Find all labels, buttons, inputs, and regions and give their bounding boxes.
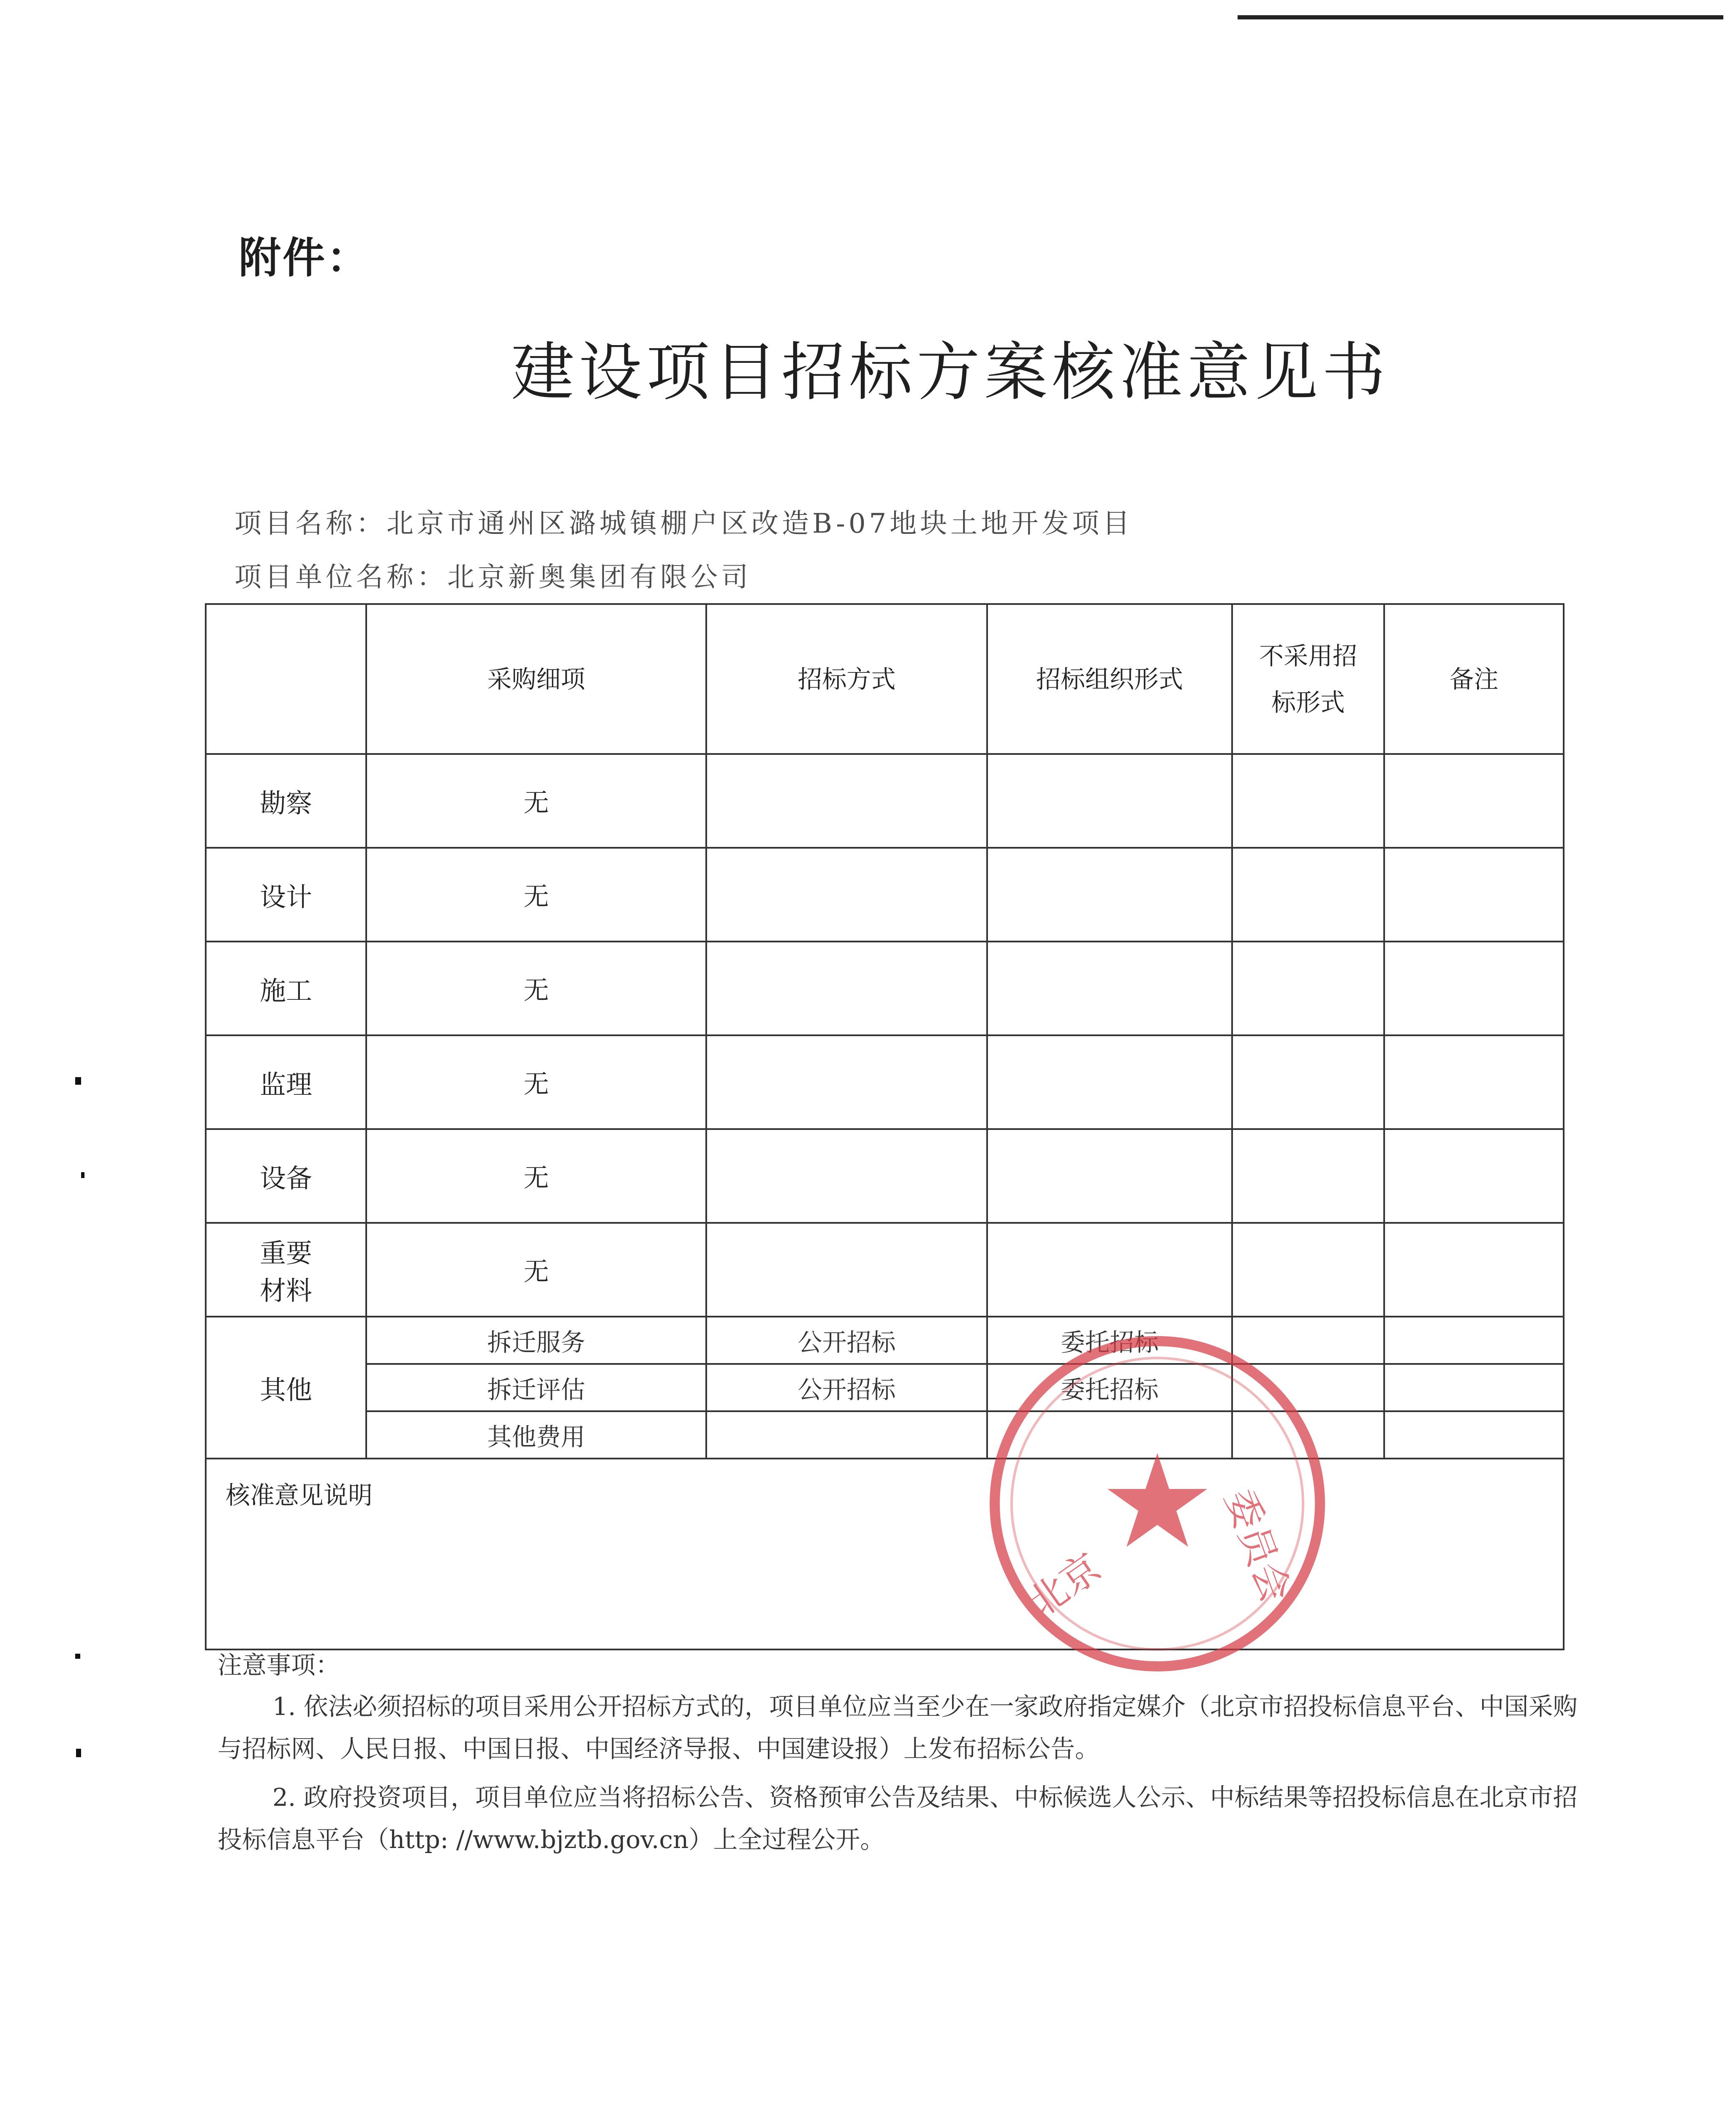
header-non-bid-form-line2: 标形式 — [1271, 688, 1345, 717]
row-item-value: 无 — [366, 848, 706, 942]
official-seal — [980, 1326, 1335, 1681]
row-label-construction: 施工 — [206, 942, 366, 1035]
attachment-label: 附件： — [239, 233, 370, 283]
other-method: 公开招标 — [706, 1364, 987, 1411]
table-header-row — [206, 604, 1564, 754]
other-item: 拆迁评估 — [366, 1364, 706, 1411]
document-title: 建设项目招标方案核准意见书 — [511, 336, 1390, 409]
row-item-value: 无 — [366, 1129, 706, 1223]
table-row — [206, 848, 1564, 942]
table-row — [206, 1364, 1564, 1411]
row-label-key-materials: 重要 材料 — [206, 1223, 366, 1317]
scan-speck — [81, 1172, 84, 1178]
header-non-bid-form — [1232, 604, 1384, 754]
table-row — [206, 1035, 1564, 1129]
note-item-1: 1. 依法必须招标的项目采用公开招标方式的，项目单位应当至少在一家政府指定媒介（北京市招投标信息平台、中国采购与招标网、人民日报、中国日报、中国经济导报、中国建设报）上发布招标公告。 — [218, 1692, 1578, 1763]
row-label-other: 其他 — [206, 1317, 366, 1459]
header-remarks: 备注 — [1384, 604, 1564, 754]
other-item: 其他费用 — [366, 1411, 706, 1459]
header-non-bid-form-line1: 不采用招 — [1259, 641, 1357, 670]
table-row — [206, 754, 1564, 848]
other-method — [706, 1411, 987, 1459]
bidding-plan-table — [205, 603, 1565, 1650]
row-item-value: 无 — [366, 1223, 706, 1317]
row-label-equipment: 设备 — [206, 1129, 366, 1223]
opinion-row — [206, 1459, 1564, 1649]
row-label-design: 设计 — [206, 848, 366, 942]
table-row — [206, 942, 1564, 1035]
scan-speck — [75, 1654, 80, 1659]
notes-title: 注意事项： — [218, 1651, 340, 1679]
seal-text-left: 北京 — [1019, 1544, 1109, 1626]
project-name-value: 北京市通州区潞城镇棚户区改造B-07地块土地开发项目 — [386, 508, 1133, 539]
header-blank-cell — [206, 604, 366, 754]
row-label-survey: 勘察 — [206, 754, 366, 848]
header-bid-organization: 招标组织形式 — [987, 604, 1232, 754]
project-unit-label: 项目单位名称： — [234, 562, 447, 593]
row-label-supervision: 监理 — [206, 1035, 366, 1129]
header-bid-method: 招标方式 — [706, 604, 987, 754]
project-unit-value: 北京新奥集团有限公司 — [447, 562, 751, 593]
scan-speck — [75, 1077, 81, 1085]
other-organization: 委托招标 — [987, 1317, 1232, 1364]
table-row — [206, 1129, 1564, 1223]
header-procurement-item: 采购细项 — [366, 604, 706, 754]
row-item-value: 无 — [366, 754, 706, 848]
table-row — [206, 1223, 1564, 1317]
top-scan-rule — [1238, 15, 1723, 19]
table-row — [206, 1317, 1564, 1364]
project-unit-line — [234, 555, 751, 594]
note-item-2: 2. 政府投资项目，项目单位应当将招标公告、资格预审公告及结果、中标候选人公示、中标结果等招投标信息在北京市招投标信息平台（http: //www.bjztb.gov.cn）上全过程公开。 — [218, 1783, 1578, 1854]
row-item-value: 无 — [366, 1035, 706, 1129]
seal-text-right: 委员会 — [1216, 1483, 1299, 1608]
other-item: 拆迁服务 — [366, 1317, 706, 1364]
row-item-value: 无 — [366, 942, 706, 1035]
table-row — [206, 1411, 1564, 1459]
opinion-label: 核准意见说明 — [206, 1459, 1564, 1649]
project-name-label: 项目名称： — [234, 508, 386, 539]
scan-speck — [76, 1749, 81, 1757]
other-method: 公开招标 — [706, 1317, 987, 1364]
seal-star-icon — [1107, 1453, 1207, 1547]
other-organization: 委托招标 — [987, 1364, 1232, 1411]
project-name-line — [234, 502, 1133, 541]
